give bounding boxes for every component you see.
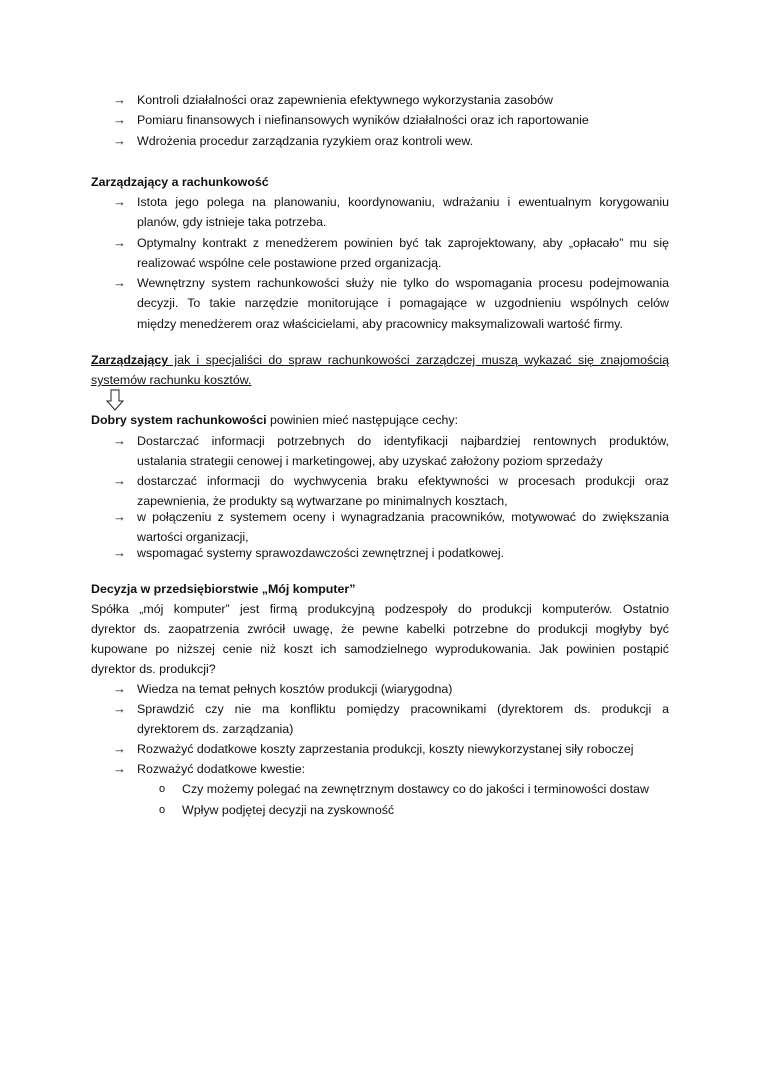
arrow-bullet: → — [113, 701, 126, 716]
arrow-bullet: → — [113, 92, 126, 107]
list-item-line: Wewnętrzny system rachunkowości służy nie tylko do wspomagania procesu podejmowania — [137, 276, 669, 290]
list-item-line: dostarczać informacji do wychwycenia braku efektywności w procesach produkcji oraz — [137, 474, 669, 488]
sub-list-item: Wpływ podjętej decyzji na zyskowność — [182, 803, 395, 817]
arrow-bullet: → — [113, 112, 126, 127]
list-item-line: Rozważyć dodatkowe koszty zaprzestania produkcji, koszty niewykorzystanej siły roboczej — [137, 742, 634, 756]
heading-bold: Dobry system rachunkowości — [91, 413, 267, 427]
list-item-line: Sprawdzić czy nie ma konfliktu pomiędzy pracownikami (dyrektorem ds. produkcji a — [137, 702, 669, 716]
paragraph-line: dyrektor ds. produkcji? — [91, 662, 216, 676]
list-item-line: decyzji. To takie narzędzie monitorujące i pomagające w uzgodnieniu wspólnych celów — [137, 296, 669, 310]
section-heading: Decyzja w przedsiębiorstwie „Mój komputer” — [91, 582, 356, 596]
list-item-line: ustalania strategii cenowej i marketingowej, aby uzyskać założony poziom sprzedaży — [137, 454, 603, 468]
arrow-bullet: → — [113, 509, 126, 524]
arrow-bullet: → — [113, 545, 126, 560]
arrow-bullet: → — [113, 761, 126, 776]
list-item-line: Istota jego polega na planowaniu, koordynowaniu, wdrażaniu i ewentualnym korygowaniu — [137, 195, 669, 209]
note-line: systemów rachunku kosztów. — [91, 373, 252, 387]
note-line — [91, 350, 669, 370]
arrow-bullet: → — [113, 133, 126, 148]
list-item-line: w połączeniu z systemem oceny i wynagradzania pracowników, motywować do zwiększania — [137, 510, 669, 524]
list-item-line: Wiedza na temat pełnych kosztów produkcji (wiarygodna) — [137, 682, 453, 696]
list-item-line: planów, gdy istnieje taka potrzeba. — [137, 215, 327, 229]
list-item: Wdrożenia procedur zarządzania ryzykiem oraz kontroli wew. — [137, 134, 474, 148]
arrow-bullet: → — [113, 741, 126, 756]
section-heading: Zarządzający a rachunkowość — [91, 175, 269, 189]
arrow-bullet: → — [113, 194, 126, 209]
sub-list-item: Czy możemy polegać na zewnętrznym dostawcy co do jakości i terminowości dostaw — [182, 782, 649, 796]
list-item-line: między menedżerem oraz właścicielami, aby pracownicy maksymalizowali wartość firmy. — [137, 317, 623, 331]
list-item-line: dyrektorem ds. zarządzania) — [137, 722, 294, 736]
list-item: Pomiaru finansowych i niefinansowych wyników działalności oraz ich raportowanie — [137, 113, 589, 127]
list-item-line: realizować wspólne cele postawione przed organizacją. — [137, 256, 442, 270]
circle-bullet: o — [159, 804, 166, 816]
note-text: jak i specjaliści do spraw rachunkowości zarządczej muszą wykazać się znajomością — [168, 353, 669, 367]
list-item-line: wartości organizacji, — [137, 530, 249, 544]
paragraph-line: kupowane po niższej cenie niż koszt ich samodzielnego wyprodukowania. Jak powinien postąpić — [91, 642, 669, 656]
note-bold-lead: Zarządzający — [91, 353, 169, 367]
circle-bullet: o — [159, 783, 166, 795]
paragraph-line: dyrektor ds. zaopatrzenia zwrócił uwagę, że pewne kabelki potrzebne do produkcji mogłyby być — [91, 622, 669, 636]
list-item-line: Optymalny kontrakt z menedżerem powinien być tak zaprojektowany, aby „opłacało” mu się — [137, 236, 669, 250]
list-item: Kontroli działalności oraz zapewnienia efektywnego wykorzystania zasobów — [137, 93, 553, 107]
list-item-line: zapewnienia, że produkty są wytwarzane po minimalnych kosztach, — [137, 494, 508, 508]
list-item-line: Dostarczać informacji potrzebnych do identyfikacji najbardziej rentownych produktów, — [137, 434, 669, 448]
paragraph-line: Spółka „mój komputer” jest firmą produkcyjną podzespoły do produkcji komputerów. Ostatnio — [91, 602, 669, 616]
arrow-bullet: → — [113, 275, 126, 290]
section-heading — [91, 410, 458, 430]
arrow-bullet: → — [113, 681, 126, 696]
down-arrow-icon — [106, 389, 124, 411]
list-item-line: wspomagać systemy sprawozdawczości zewnętrznej i podatkowej. — [137, 546, 505, 560]
arrow-bullet: → — [113, 473, 126, 488]
list-item-line: Rozważyć dodatkowe kwestie: — [137, 762, 306, 776]
heading-rest: powinien mieć następujące cechy: — [266, 413, 459, 427]
arrow-bullet: → — [113, 433, 126, 448]
arrow-bullet: → — [113, 235, 126, 250]
